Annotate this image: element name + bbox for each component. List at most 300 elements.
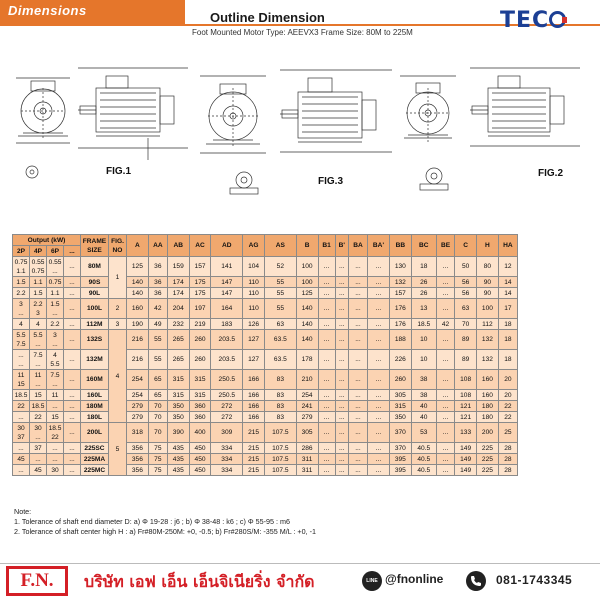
fig2-front-view bbox=[400, 76, 456, 142]
cell-be: ... bbox=[436, 257, 454, 277]
cell-h: 100 bbox=[477, 299, 499, 319]
header-col-ag: AG bbox=[243, 235, 265, 257]
cell-h: 225 bbox=[477, 443, 499, 454]
cell-bc: 18 bbox=[411, 257, 436, 277]
cell-as: 55 bbox=[264, 299, 296, 319]
cell-c: 50 bbox=[455, 257, 477, 277]
cell-value: 45 bbox=[17, 455, 25, 463]
cell-aa: 75 bbox=[148, 443, 167, 454]
header-col-be: BE bbox=[436, 235, 454, 257]
cell-aa: 70 bbox=[148, 423, 167, 443]
cell-be: ... bbox=[436, 350, 454, 370]
cell-value: 37 bbox=[34, 444, 42, 452]
cell-value: 2.2 bbox=[33, 300, 43, 308]
cell-bc: 40.5 bbox=[411, 465, 436, 476]
cell-bc: 13 bbox=[411, 299, 436, 319]
header-col-bap: BA' bbox=[368, 235, 390, 257]
cell-c: 89 bbox=[455, 350, 477, 370]
note-1: 1. Tolerance of shaft end diameter D: a) Φ 19-28 : j6 ; b) Φ 38-48 : k6 ; c) Φ 55-95 : m6 bbox=[14, 517, 290, 526]
cell-value: ... bbox=[69, 278, 75, 286]
cell-value: 15 bbox=[34, 391, 42, 399]
cell-b1: ... bbox=[318, 401, 335, 412]
cell-b1: ... bbox=[318, 319, 335, 330]
cell-ac: 175 bbox=[189, 288, 211, 299]
header-col-bp: B' bbox=[335, 235, 348, 257]
cell-fig-no: 1 bbox=[109, 257, 127, 299]
table-row bbox=[13, 288, 518, 299]
cell-value: ... bbox=[52, 455, 58, 463]
cell-value: 1.1 bbox=[16, 267, 26, 275]
cell-value: ... bbox=[69, 455, 75, 463]
cell-value: 5.5 bbox=[16, 331, 26, 339]
cell-ab: 435 bbox=[167, 454, 189, 465]
cell-b1: ... bbox=[318, 288, 335, 299]
header-frame-size: FRAME SIZE bbox=[81, 235, 109, 257]
cell-ab: 174 bbox=[167, 288, 189, 299]
cell-ab: 315 bbox=[167, 370, 189, 390]
cell-b: 178 bbox=[296, 350, 318, 370]
cell-ad: 147 bbox=[211, 288, 243, 299]
cell-a: 279 bbox=[127, 412, 149, 423]
header-col-a: A bbox=[127, 235, 149, 257]
cell-bap: ... bbox=[368, 390, 390, 401]
page-subtitle: Foot Mounted Motor Type: AEEVX3 Frame Size: 80M to 225M bbox=[192, 28, 413, 37]
cell-b1: ... bbox=[318, 454, 335, 465]
cell-ac: 450 bbox=[189, 465, 211, 476]
cell-b1: ... bbox=[318, 443, 335, 454]
table-row bbox=[13, 277, 518, 288]
cell-frame-size: 90S bbox=[81, 277, 109, 288]
cell-h: 225 bbox=[477, 465, 499, 476]
cell-value: 30 bbox=[34, 424, 42, 432]
cell-ha: 12 bbox=[498, 257, 517, 277]
cell-ab: 265 bbox=[167, 330, 189, 350]
cell-fig-no: 2 bbox=[109, 299, 127, 319]
cell-ac: 175 bbox=[189, 277, 211, 288]
cell-bc: 10 bbox=[411, 350, 436, 370]
cell-aa: 36 bbox=[148, 288, 167, 299]
cell-c: 121 bbox=[455, 412, 477, 423]
cell-b1: ... bbox=[318, 465, 335, 476]
cell-bap: ... bbox=[368, 319, 390, 330]
cell-value: ... bbox=[35, 360, 41, 368]
cell-p2 bbox=[13, 330, 30, 350]
cell-b: 305 bbox=[296, 423, 318, 443]
header-col-as: AS bbox=[264, 235, 296, 257]
cell-p4 bbox=[30, 443, 47, 454]
cell-bb: 157 bbox=[389, 288, 411, 299]
cell-p8 bbox=[64, 443, 81, 454]
cell-frame-size: 200L bbox=[81, 423, 109, 443]
cell-p4 bbox=[30, 299, 47, 319]
company-name: บริษัท เอฟ เอ็น เอ็นจิเนียริ่ง จำกัด bbox=[84, 572, 315, 591]
cell-p6 bbox=[47, 390, 64, 401]
drawing-figures bbox=[8, 48, 592, 230]
phone-number[interactable]: 081-1743345 bbox=[496, 573, 573, 587]
outline-drawings bbox=[8, 48, 592, 230]
cell-p4 bbox=[30, 350, 47, 370]
cell-value: 0.55 bbox=[48, 258, 62, 266]
cell-h: 180 bbox=[477, 412, 499, 423]
cell-frame-size: 225MA bbox=[81, 454, 109, 465]
header-col-ad: AD bbox=[211, 235, 243, 257]
cell-a: 318 bbox=[127, 423, 149, 443]
cell-ag: 215 bbox=[243, 423, 265, 443]
cell-bb: 176 bbox=[389, 319, 411, 330]
cell-ab: 174 bbox=[167, 277, 189, 288]
cell-c: 108 bbox=[455, 370, 477, 390]
cell-be: ... bbox=[436, 412, 454, 423]
cell-a: 356 bbox=[127, 443, 149, 454]
cell-ac: 450 bbox=[189, 443, 211, 454]
cell-ab: 350 bbox=[167, 401, 189, 412]
cell-bp: ... bbox=[335, 370, 348, 390]
cell-h: 200 bbox=[477, 423, 499, 443]
cell-p6 bbox=[47, 412, 64, 423]
cell-bap: ... bbox=[368, 465, 390, 476]
cell-value: ... bbox=[18, 360, 24, 368]
cell-ac: 219 bbox=[189, 319, 211, 330]
cell-p4 bbox=[30, 288, 47, 299]
cell-p6 bbox=[47, 319, 64, 330]
cell-value: ... bbox=[52, 402, 58, 410]
cell-ha: 17 bbox=[498, 299, 517, 319]
cell-value: ... bbox=[69, 391, 75, 399]
cell-p8 bbox=[64, 401, 81, 412]
cell-bc: 26 bbox=[411, 277, 436, 288]
cell-p6 bbox=[47, 330, 64, 350]
cell-ha: 25 bbox=[498, 423, 517, 443]
cell-h: 80 bbox=[477, 257, 499, 277]
cell-be: 42 bbox=[436, 319, 454, 330]
cell-p6 bbox=[47, 299, 64, 319]
cell-a: 254 bbox=[127, 390, 149, 401]
cell-p8 bbox=[64, 390, 81, 401]
table-row bbox=[13, 465, 518, 476]
cell-value: 37 bbox=[17, 433, 25, 441]
cell-value: 18.5 bbox=[14, 391, 28, 399]
cell-p4 bbox=[30, 257, 47, 277]
cell-ha: 20 bbox=[498, 370, 517, 390]
cell-bap: ... bbox=[368, 454, 390, 465]
cell-value: ... bbox=[52, 267, 58, 275]
cell-be: ... bbox=[436, 277, 454, 288]
cell-value: ... bbox=[35, 380, 41, 388]
cell-be: ... bbox=[436, 423, 454, 443]
cell-value: 0.75 bbox=[31, 267, 45, 275]
header-col-c: C bbox=[455, 235, 477, 257]
cell-value: 1.1 bbox=[33, 278, 43, 286]
cell-ag: 127 bbox=[243, 330, 265, 350]
cell-bap: ... bbox=[368, 401, 390, 412]
cell-be: ... bbox=[436, 288, 454, 299]
cell-ba: ... bbox=[348, 454, 367, 465]
cell-bap: ... bbox=[368, 288, 390, 299]
cell-c: 133 bbox=[455, 423, 477, 443]
phone-icon bbox=[466, 571, 486, 591]
note-2: 2. Tolerance of shaft center high H : a) Fr#80M-250M: +0, -0.5; b) Fr#280S/M: -355 M/L : +0, -1 bbox=[14, 527, 317, 536]
cell-bp: ... bbox=[335, 443, 348, 454]
fig2-side-view bbox=[470, 68, 580, 146]
cell-p8 bbox=[64, 350, 81, 370]
cell-aa: 36 bbox=[148, 277, 167, 288]
cell-a: 254 bbox=[127, 370, 149, 390]
cell-bb: 350 bbox=[389, 412, 411, 423]
cell-bb: 395 bbox=[389, 465, 411, 476]
teco-logo: TEC bbox=[500, 8, 566, 33]
cell-c: 70 bbox=[455, 319, 477, 330]
cell-b1: ... bbox=[318, 257, 335, 277]
cell-frame-size: 180L bbox=[81, 412, 109, 423]
cell-frame-size: 160M bbox=[81, 370, 109, 390]
cell-fig-no: 5 bbox=[109, 423, 127, 476]
cell-value: 22 bbox=[17, 402, 25, 410]
cell-ba: ... bbox=[348, 423, 367, 443]
page-title: Outline Dimension bbox=[210, 10, 325, 25]
cell-p6 bbox=[47, 454, 64, 465]
cell-c: 149 bbox=[455, 465, 477, 476]
cell-bp: ... bbox=[335, 257, 348, 277]
fn-logo: F.N. bbox=[6, 566, 68, 596]
cell-aa: 55 bbox=[148, 350, 167, 370]
cell-b1: ... bbox=[318, 412, 335, 423]
cell-value: ... bbox=[18, 444, 24, 452]
cell-value: 4 bbox=[53, 351, 57, 359]
cell-p4 bbox=[30, 319, 47, 330]
header-col-ab: AB bbox=[167, 235, 189, 257]
header-col-bb: BB bbox=[389, 235, 411, 257]
notes-heading: Note: bbox=[14, 507, 32, 516]
cell-b: 311 bbox=[296, 465, 318, 476]
cell-ba: ... bbox=[348, 350, 367, 370]
cell-ad: 147 bbox=[211, 277, 243, 288]
cell-ha: 22 bbox=[498, 412, 517, 423]
cell-as: 107.5 bbox=[264, 465, 296, 476]
cell-p6 bbox=[47, 288, 64, 299]
cell-value: 45 bbox=[34, 466, 42, 474]
cell-ac: 315 bbox=[189, 370, 211, 390]
cell-p2 bbox=[13, 257, 30, 277]
cell-as: 83 bbox=[264, 390, 296, 401]
cell-ba: ... bbox=[348, 288, 367, 299]
cell-ba: ... bbox=[348, 443, 367, 454]
cell-ab: 159 bbox=[167, 257, 189, 277]
cell-p4 bbox=[30, 370, 47, 390]
cell-value: ... bbox=[35, 340, 41, 348]
cell-be: ... bbox=[436, 390, 454, 401]
line-id[interactable]: @fnonline bbox=[385, 572, 444, 586]
cell-p6 bbox=[47, 370, 64, 390]
cell-ab: 435 bbox=[167, 465, 189, 476]
cell-value: 4 bbox=[19, 320, 23, 328]
cell-value: 5.5 bbox=[33, 331, 43, 339]
fig3-side-view bbox=[280, 70, 392, 152]
table-row bbox=[13, 443, 518, 454]
cell-ad: 203.5 bbox=[211, 330, 243, 350]
cell-b1: ... bbox=[318, 370, 335, 390]
cell-bc: 18.5 bbox=[411, 319, 436, 330]
cell-aa: 70 bbox=[148, 412, 167, 423]
cell-bb: 132 bbox=[389, 277, 411, 288]
table-row bbox=[13, 412, 518, 423]
cell-value: ... bbox=[52, 380, 58, 388]
cell-ad: 272 bbox=[211, 401, 243, 412]
cell-p4 bbox=[30, 454, 47, 465]
cell-bp: ... bbox=[335, 330, 348, 350]
cell-aa: 65 bbox=[148, 390, 167, 401]
cell-value: 1.5 bbox=[16, 278, 26, 286]
cell-value: 15 bbox=[17, 380, 25, 388]
table-row bbox=[13, 330, 518, 350]
cell-ha: 14 bbox=[498, 288, 517, 299]
cell-p2 bbox=[13, 401, 30, 412]
cell-ab: 265 bbox=[167, 350, 189, 370]
table-row bbox=[13, 454, 518, 465]
cell-ad: 250.5 bbox=[211, 390, 243, 401]
cell-ag: 110 bbox=[243, 288, 265, 299]
cell-value: ... bbox=[18, 309, 24, 317]
cell-p4 bbox=[30, 465, 47, 476]
cell-b: 140 bbox=[296, 319, 318, 330]
cell-value: ... bbox=[69, 263, 75, 270]
cell-p6 bbox=[47, 443, 64, 454]
cell-ag: 166 bbox=[243, 412, 265, 423]
fig1-front-view bbox=[16, 78, 70, 143]
cell-ad: 272 bbox=[211, 412, 243, 423]
cell-p2 bbox=[13, 390, 30, 401]
cell-value: 0.55 bbox=[31, 258, 45, 266]
cell-aa: 65 bbox=[148, 370, 167, 390]
cell-ha: 22 bbox=[498, 401, 517, 412]
cell-bap: ... bbox=[368, 257, 390, 277]
cell-ab: 315 bbox=[167, 390, 189, 401]
cell-p2 bbox=[13, 465, 30, 476]
cell-aa: 36 bbox=[148, 257, 167, 277]
cell-ac: 360 bbox=[189, 401, 211, 412]
cell-p4 bbox=[30, 423, 47, 443]
cell-value: ... bbox=[35, 433, 41, 441]
cell-frame-size: 100L bbox=[81, 299, 109, 319]
cell-value: 2.2 bbox=[16, 289, 26, 297]
cell-ba: ... bbox=[348, 299, 367, 319]
cell-bp: ... bbox=[335, 319, 348, 330]
cell-value: ... bbox=[69, 444, 75, 452]
cell-value: ... bbox=[69, 289, 75, 297]
cell-aa: 75 bbox=[148, 465, 167, 476]
cell-b: 125 bbox=[296, 288, 318, 299]
cell-c: 149 bbox=[455, 454, 477, 465]
cell-value: 22 bbox=[34, 413, 42, 421]
cell-bp: ... bbox=[335, 350, 348, 370]
cell-value: 22 bbox=[51, 433, 59, 441]
cell-h: 160 bbox=[477, 370, 499, 390]
cell-value: ... bbox=[69, 413, 75, 421]
footer-divider bbox=[0, 563, 600, 564]
cell-ha: 18 bbox=[498, 350, 517, 370]
cell-value: 1.5 bbox=[50, 300, 60, 308]
cell-ac: 260 bbox=[189, 330, 211, 350]
cell-ag: 215 bbox=[243, 443, 265, 454]
cell-p6 bbox=[47, 465, 64, 476]
header-output: Output (kW) bbox=[13, 235, 81, 246]
cell-p2 bbox=[13, 454, 30, 465]
table-header-row bbox=[13, 235, 518, 246]
header-col-b: B bbox=[296, 235, 318, 257]
cell-bc: 38 bbox=[411, 390, 436, 401]
cell-bp: ... bbox=[335, 277, 348, 288]
cell-ab: 204 bbox=[167, 299, 189, 319]
cell-be: ... bbox=[436, 454, 454, 465]
cell-bb: 176 bbox=[389, 299, 411, 319]
fig3-shaft-detail bbox=[230, 172, 258, 194]
cell-ba: ... bbox=[348, 370, 367, 390]
cell-p4 bbox=[30, 277, 47, 288]
cell-p2 bbox=[13, 299, 30, 319]
cell-p8 bbox=[64, 370, 81, 390]
cell-ad: 183 bbox=[211, 319, 243, 330]
cell-c: 121 bbox=[455, 401, 477, 412]
cell-fig-no: 4 bbox=[109, 330, 127, 423]
cell-p6 bbox=[47, 423, 64, 443]
cell-a: 216 bbox=[127, 330, 149, 350]
cell-bc: 53 bbox=[411, 423, 436, 443]
cell-ba: ... bbox=[348, 257, 367, 277]
cell-fig-no: 3 bbox=[109, 319, 127, 330]
cell-p8 bbox=[64, 319, 81, 330]
section-title: Dimensions bbox=[8, 3, 87, 18]
dimension-table bbox=[12, 234, 518, 476]
cell-bc: 40 bbox=[411, 401, 436, 412]
cell-bb: 130 bbox=[389, 257, 411, 277]
table-row bbox=[13, 350, 518, 370]
cell-ad: 334 bbox=[211, 454, 243, 465]
header-col-bc: BC bbox=[411, 235, 436, 257]
cell-p8 bbox=[64, 330, 81, 350]
cell-bap: ... bbox=[368, 350, 390, 370]
table-row bbox=[13, 401, 518, 412]
cell-ac: 197 bbox=[189, 299, 211, 319]
cell-b: 286 bbox=[296, 443, 318, 454]
cell-value: ... bbox=[69, 320, 75, 328]
cell-p6 bbox=[47, 350, 64, 370]
cell-value: ... bbox=[52, 309, 58, 317]
cell-ab: 350 bbox=[167, 412, 189, 423]
cell-frame-size: 132M bbox=[81, 350, 109, 370]
fig1-shaft-detail bbox=[26, 166, 38, 178]
cell-p2 bbox=[13, 370, 30, 390]
cell-p8 bbox=[64, 465, 81, 476]
cell-ag: 110 bbox=[243, 277, 265, 288]
cell-p8 bbox=[64, 454, 81, 465]
cell-bap: ... bbox=[368, 443, 390, 454]
cell-value: ... bbox=[69, 376, 75, 383]
cell-h: 160 bbox=[477, 390, 499, 401]
cell-bap: ... bbox=[368, 423, 390, 443]
cell-bb: 370 bbox=[389, 443, 411, 454]
cell-ba: ... bbox=[348, 390, 367, 401]
cell-p8 bbox=[64, 412, 81, 423]
cell-value: 4 bbox=[36, 320, 40, 328]
cell-p8 bbox=[64, 423, 81, 443]
header-col-ha: HA bbox=[498, 235, 517, 257]
cell-bap: ... bbox=[368, 277, 390, 288]
cell-value: 2.2 bbox=[50, 320, 60, 328]
cell-ag: 215 bbox=[243, 454, 265, 465]
cell-value: 18.5 bbox=[31, 402, 45, 410]
cell-value: 11 bbox=[17, 371, 25, 379]
cell-p2 bbox=[13, 423, 30, 443]
cell-ac: 260 bbox=[189, 350, 211, 370]
